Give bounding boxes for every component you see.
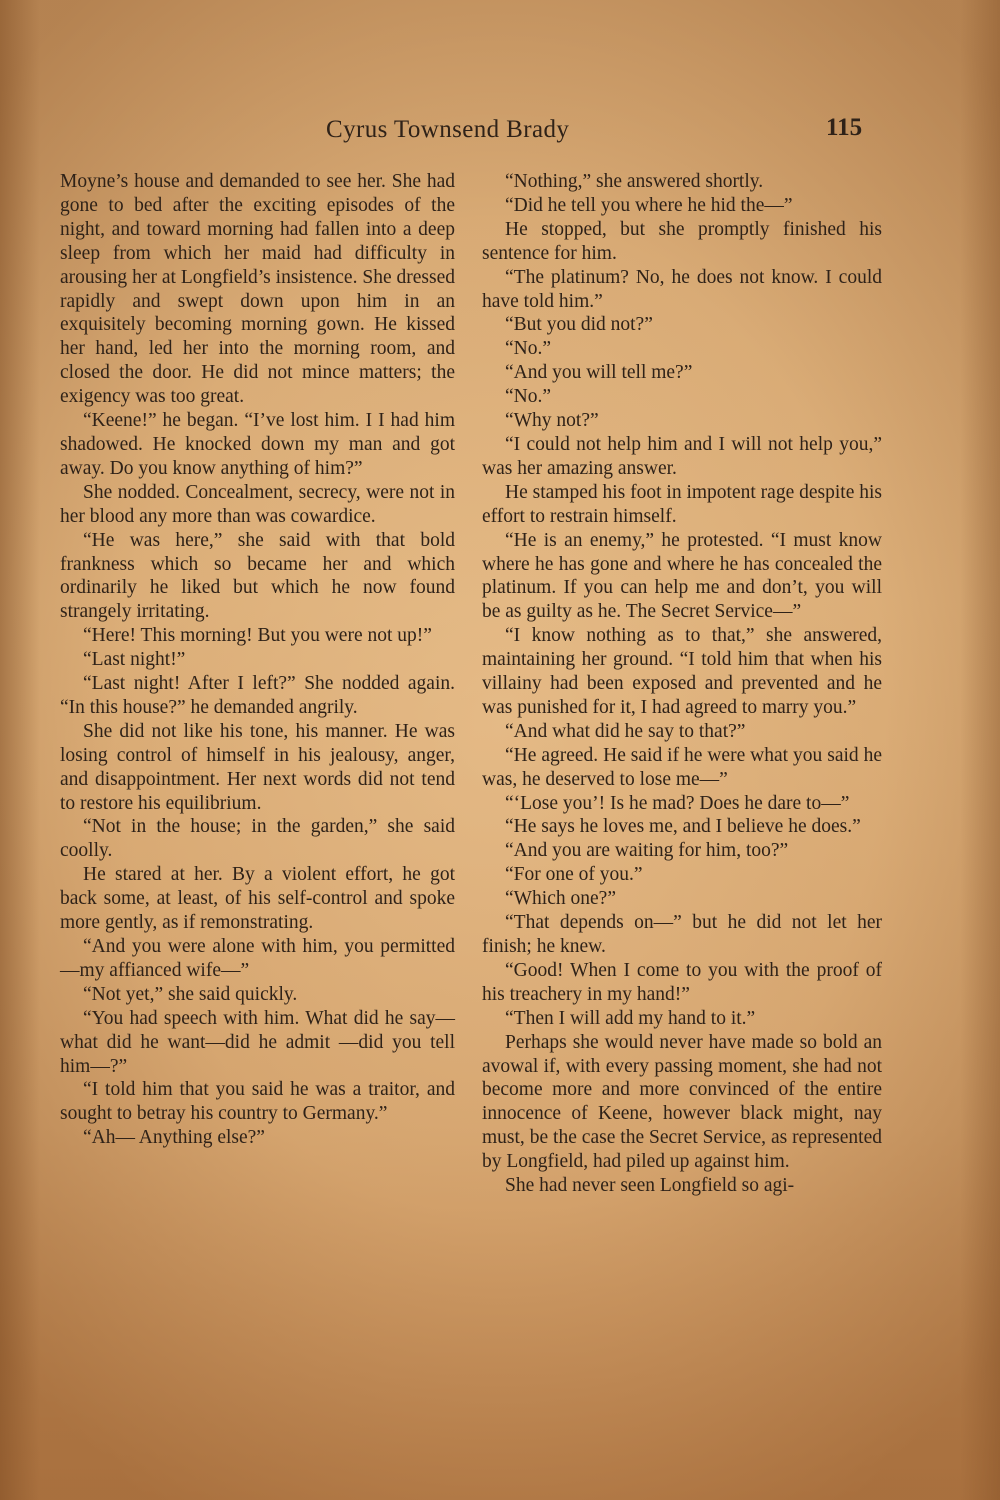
paragraph: “You had speech with him. What did he say—what did he want—did he admit —did you tell him—?” [60,1007,455,1077]
paragraph: Perhaps she would never have made so bold an avowal if, with every passing moment, she had not become more and more convinced of the entire innocence of Keene, however black might, nay must, be the case the Secret Service, as represented by Longfield, had piled up against him. [482,1031,882,1173]
paragraph: “But you did not?” [505,314,653,336]
page-number: 115 [826,114,863,141]
paragraph: “Good! When I come to you with the proof of his treachery in my hand!” [482,959,882,1005]
paragraph: “Last night!” [83,649,186,671]
paragraph: He stamped his foot in impotent rage despite his effort to restrain himself. [482,481,882,527]
paragraph: “For one of you.” [505,864,643,886]
paragraph: “No.” [505,338,552,360]
paragraph: Moyne’s house and demanded to see her. She had gone to bed after the exciting episodes of the night, and toward morning had fallen into a deep sleep from which her maid had difficulty in arousing her at Longfield’s insistence. She dressed rapidly and swept down upon him in an exquisitely becoming morning gown. He kissed her hand, led her into the morning room, and closed the door. He did not mince matters; the exigency was too great. [60,171,455,408]
paragraph: “He says he loves me, and I believe he does.” [505,816,861,838]
paragraph: “Nothing,” she answered shortly. [505,171,764,192]
paragraph: “Then I will add my hand to it.” [505,1007,756,1029]
paragraph: “I know nothing as to that,” she answered, maintaining her ground. “I told him that when his villainy had been exposed and prevented and he was punished for it, I had agreed to marry you.” [482,625,882,718]
page-edge-shadow-right [960,0,1000,1500]
paragraph: “‘Lose you’! Is he mad? Does he dare to—” [505,792,850,814]
paragraph: He stopped, but she promptly finished his sentence for him. [482,218,882,264]
paragraph: “I told him that you said he was a traitor, and sought to betray his country to Germany.” [60,1079,455,1125]
running-head: Cyrus Townsend Brady [326,116,570,143]
text-column-left [60,170,455,1150]
paragraph: “Here! This morning! But you were not up!” [83,625,432,647]
paragraph: “And you were alone with him, you permitted—my affianced wife—” [60,936,455,981]
paragraph: “He agreed. He said if he were what you said he was, he deserved to lose me—” [482,744,882,790]
paragraph: “No.” [505,386,552,408]
paragraph: “He was here,” she said with that bold frankness which so became her and which ordinarily he liked but which he now found strangely irritating. [60,529,455,623]
paragraph: “Why not?” [505,410,599,432]
paragraph: “The platinum? No, he does not know. I could have told him.” [482,266,882,312]
paragraph: He stared at her. By a violent effort, he got back some, at least, of his self-control and spoke more gently, as if remonstrating. [60,864,455,934]
paragraph: “Did he tell you where he hid the—” [505,194,793,216]
paragraph: “And you are waiting for him, too?” [505,840,789,862]
paragraph: “Last night! After I left?” She nodded again. “In this house?” he demanded angrily. [60,673,455,718]
paragraph: “Ah— Anything else?” [83,1127,265,1149]
paragraph: “Keene!” he began. “I’ve lost him. I I had him shadowed. He knocked down my man and got away. Do you know anything of him?” [60,410,455,479]
paragraph: “Which one?” [505,888,616,910]
paragraph: “And what did he say to that?” [505,720,746,742]
paragraph: She had never seen Longfield so agi- [505,1175,795,1197]
paragraph: “He is an enemy,” he protested. “I must know where he has gone and where he has concealed the platinum. If you can help me and don’t, you will be as guilty as he. The Secret Service—” [482,529,882,623]
paragraph: “And you will tell me?” [505,362,693,384]
page-header [0,112,1000,152]
paragraph: She nodded. Concealment, secrecy, were not in her blood any more than was cowardice. [60,481,455,527]
paragraph: “Not yet,” she said quickly. [83,983,298,1005]
paragraph: “That depends on—” but he did not let her finish; he knew. [482,912,882,957]
text-column-right [482,170,882,1198]
paragraph: “I could not help him and I will not help you,” was her amazing answer. [482,433,882,479]
paragraph: “Not in the house; in the garden,” she said coolly. [60,816,455,862]
page-edge-shadow-left [0,0,40,1500]
paragraph: She did not like his tone, his manner. He was losing control of himself in his jealousy, anger, and disappointment. Her next words did not tend to restore his equilibrium. [60,720,455,814]
